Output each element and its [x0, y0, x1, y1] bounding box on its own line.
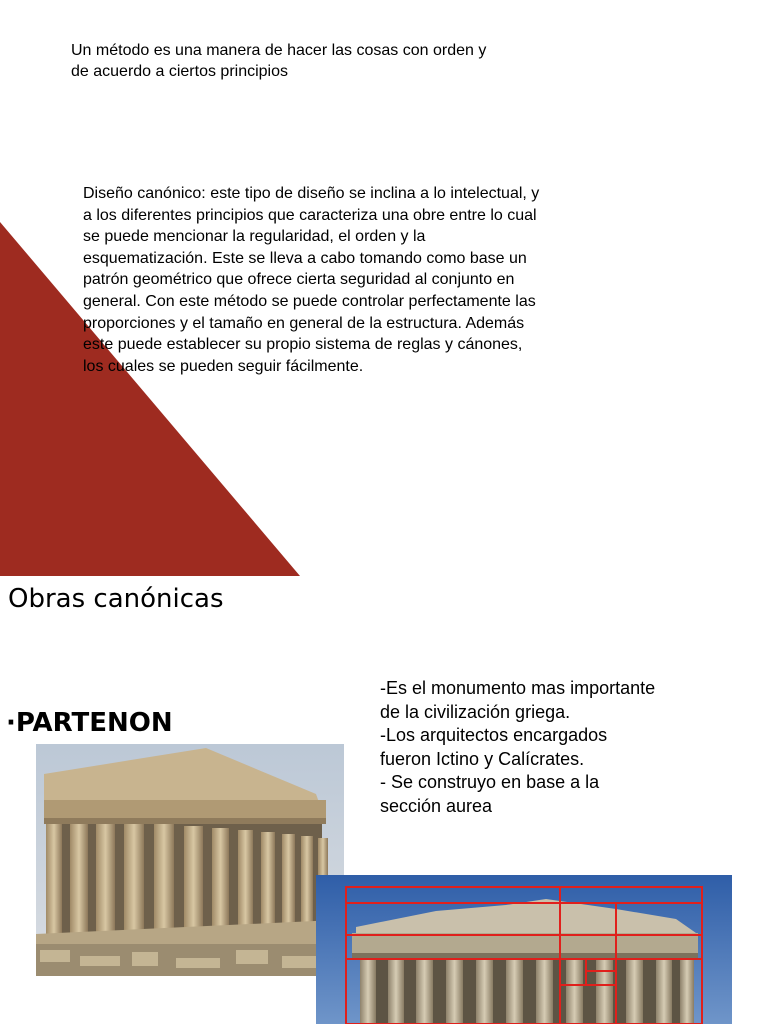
- bullet-mark: ·: [6, 708, 16, 738]
- paragraph-line: proporciones y el tamaño en general de la estructura. Además: [83, 314, 525, 332]
- fact-line: de la civilización griega.: [380, 701, 571, 722]
- section-title: Obras canónicas: [8, 584, 224, 614]
- paragraph-line: Diseño canónico: este tipo de diseño se inclina a lo intelectual, y: [83, 185, 540, 202]
- paragraph-line: general. Con este método se puede controlar perfectamente las: [83, 292, 536, 310]
- parthenon-golden-section-photo: [316, 875, 732, 1024]
- paragraph-line: esquematización. Este se lleva a cabo tomando como base un: [83, 249, 527, 267]
- work-name: PARTENON: [15, 708, 173, 738]
- fact-line: -Los arquitectos encargados: [380, 725, 608, 745]
- canonical-design-paragraph: [83, 183, 639, 377]
- paragraph-line: patrón geométrico que ofrece cierta seguridad al conjunto en: [83, 271, 515, 289]
- fact-line: sección aurea: [380, 795, 493, 816]
- parthenon-facts-list: [380, 677, 730, 818]
- intro-line: Un método es una manera de hacer las cosas con orden y: [71, 42, 487, 59]
- method-definition-text: [71, 40, 591, 82]
- fact-line: -Es el monumento mas importante: [380, 678, 656, 698]
- fact-line: - Se construyo en base a la: [380, 772, 600, 792]
- paragraph-line: se puede mencionar la regularidad, el orden y la: [83, 228, 426, 246]
- work-title: [6, 704, 173, 742]
- intro-line: de acuerdo a ciertos principios: [71, 63, 289, 80]
- paragraph-line: a los diferentes principios que caracteriza una obre entre lo cual: [83, 206, 537, 224]
- paragraph-line: los cuales se pueden seguir fácilmente.: [83, 357, 364, 375]
- fact-line: fueron Ictino y Calícrates.: [380, 748, 585, 769]
- parthenon-photo: [36, 744, 344, 976]
- paragraph-line: este puede establecer su propio sistema de reglas y cánones,: [83, 336, 523, 354]
